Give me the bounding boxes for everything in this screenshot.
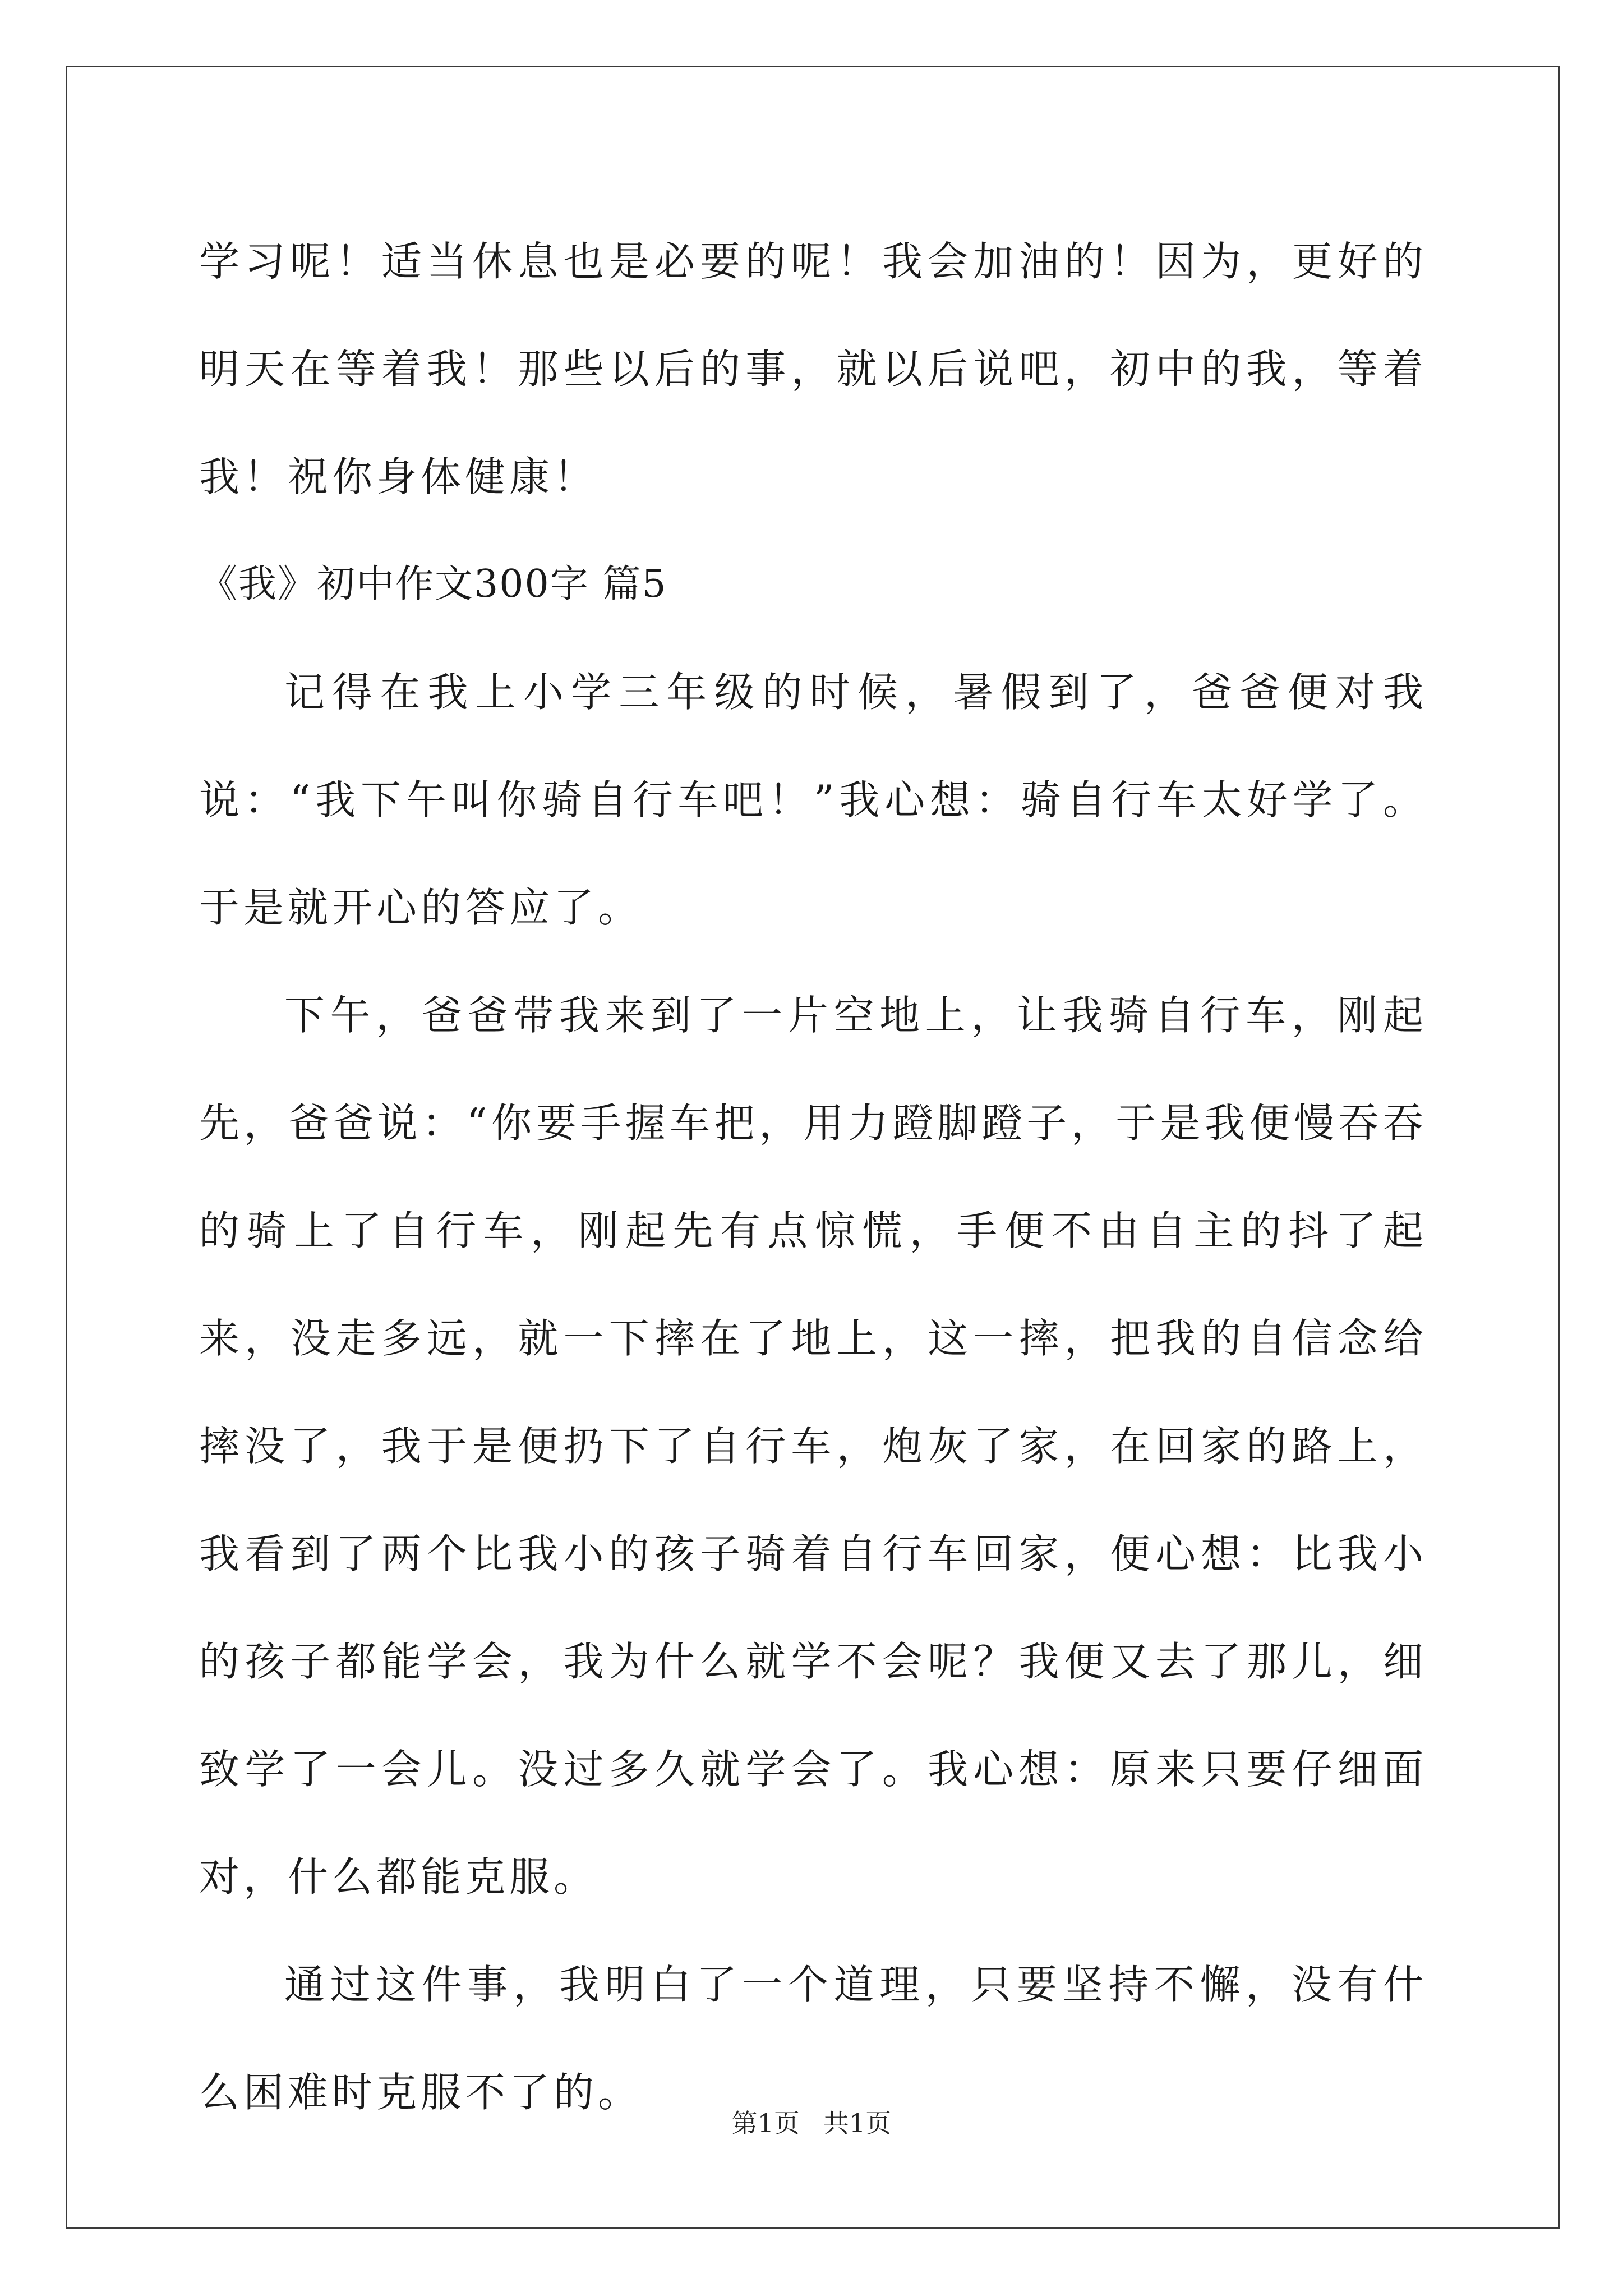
page-count: 共1页 (823, 2108, 892, 2138)
paragraph-2: 下午，爸爸带我来到了一片空地上，让我骑自行车，刚起先，爸爸说：“你要手握车把，用力蹬脚蹬子，于是我便慢吞吞的骑上了自行车，刚起先有点惊慌，手便不由自主的抖了起来，没走多远，就一下摔在了地上，这一摔，把我的自信念给摔没了，我于是便扔下了自行车，炮灰了家，在回家的路上，我看到了两个比我小的孩子骑着自行车回家，便心想：比我小的孩子都能学会，我为什么就学不会呢？我便又去了那儿，细致学了一会儿。没过多久就学会了。我心想：原来只要仔细面对，什么都能克服。 (199, 992, 1427, 1901)
page-footer (0, 2106, 1623, 2140)
paragraph-1: 记得在我上小学三年级的时候，暑假到了，爸爸便对我说：“我下午叫你骑自行车吧！”我心想：骑自行车太好学了。于是就开心的答应了。 (199, 669, 1427, 931)
document-body (199, 208, 1427, 2146)
paragraph-3: 通过这件事，我明白了一个道理，只要坚持不懈，没有什么困难时克服不了的。 (199, 1961, 1427, 2116)
page-number: 第1页 (731, 2108, 800, 2138)
section-heading: 《我》初中作文300字 篇5 (199, 562, 667, 606)
paragraph-continuation: 学习呢！适当休息也是必要的呢！我会加油的！因为，更好的明天在等着我！那些以后的事，就以后说吧，初中的我，等着我！祝你身体健康！ (199, 238, 1427, 500)
